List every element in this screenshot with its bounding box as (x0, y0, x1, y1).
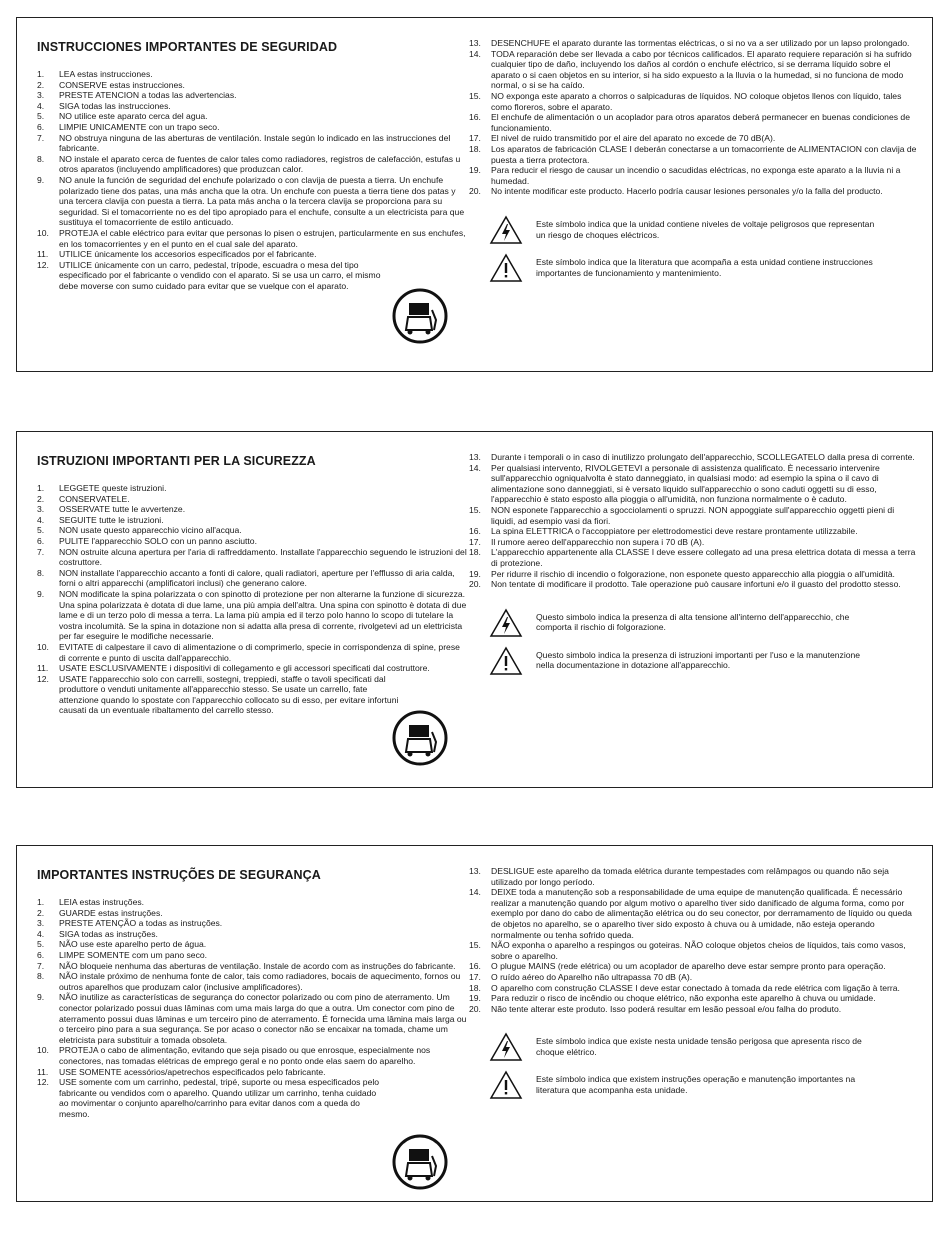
list-item: 13. DESLIGUE este aparelho da tomada elétrica durante tempestades com relâmpagos ou quando não seja utilizado por longo período. (469, 866, 889, 887)
list-item: 17. Il rumore aereo dell'apparecchio non supera i 70 dB (A). (469, 536, 705, 547)
list-item: 19. Para reducir el riesgo de causar un incendio o sacudidas eléctricas, no exponga este aparato a la lluvia ni a humedad. (469, 165, 901, 186)
cart-tipover-warning-icon (392, 1134, 448, 1190)
left-column (37, 846, 467, 1119)
list-item: 12. USATE l'apparecchio solo con carrelli, sostegni, treppiedi, staffe o tavoli specificati dal produttore o venduti unitamente all'apparecchio stesso. Se usate un carrello, fate attenzione quando lo spostate con l'apparecchio collocato su di esso, per evitare infortuni causati da un eventuale ribaltamento del carrello stesso. (37, 673, 399, 716)
list-item: 5. NON usate questo apparecchio vicino all'acqua. (37, 525, 242, 536)
list-item: 16. O plugue MAINS (rede elétrica) ou um acoplador de aparelho deve estar sempre pronto para operação. (469, 961, 886, 972)
list-item: 1. LEA estas instrucciones. (37, 69, 153, 79)
voltage-warning (469, 610, 919, 642)
list-item: 3. PRESTE ATENÇÃO a todas as instruções. (37, 918, 223, 929)
list-item: 20. No intente modificar este producto. Hacerlo podría causar lesiones personales y/o la falla del producto. (469, 186, 883, 197)
list-item: 19. Per ridurre il rischio di incendio o folgorazione, non esponete questo apparecchio alla pioggia o all'umidità. (469, 568, 895, 579)
list-item: 6. LIMPIE UNICAMENTE con un trapo seco. (37, 121, 220, 132)
list-item: 15. NÃO exponha o aparelho a respingos ou goteiras. NÃO coloque objetos cheios de líquidos, tais como vasos, sobre o aparelho. (469, 940, 906, 961)
list-item: 19. Para reduzir o risco de incêndio ou choque elétrico, não exponha este aparelho à chuva ou umidade. (469, 993, 876, 1004)
list-item: 10. PROTEJA o cabo de alimentação, evitando que seja pisado ou que enrosque, especialmente nos conectores, nas tomadas elétricas de emprego geral e no ponto onde elas saem do aparelho. (37, 1045, 431, 1066)
list-item: 2. CONSERVE estas instrucciones. (37, 79, 185, 90)
instruction-list (37, 897, 467, 1119)
list-item: 17. O ruído aéreo do Aparelho não ultrapassa 70 dB (A). (469, 971, 693, 982)
info-warning (469, 255, 919, 287)
list-item: 7. NO obstruya ninguna de las aberturas de ventilación. Instale según lo indicado en las instrucciones del fabricante. (37, 132, 451, 154)
list-item: 4. SIGA todas las instrucciones. (37, 100, 171, 111)
instruction-list (37, 69, 467, 291)
exclamation-warning-icon (489, 646, 523, 676)
list-item: 14. DEIXE toda a manutenção sob a responsabilidade de uma equipe de manutenção qualificada. É necessário realizar a manutenção quando por algum motivo o aparelho tiver sido danificado de alguma forma, como por exemplo por dano do cabo de alimentação elétrica ou do seu conector, por derramamento de líquido ou queda de objetos no aparelho, se o aparelho tiver sido exposto à chuva ou à umidade, não esteja operando normalmente ou tenha sofrido queda. (469, 887, 912, 940)
list-item: 11. UTILICE únicamente los accesorios especificados por el fabricante. (37, 249, 317, 260)
warning-text: Este símbolo indica que la literatura que acompaña a esta unidad contiene instrucciones importantes de funcionamiento y mantenimiento. (536, 256, 873, 278)
warning-text: Questo simbolo indica la presenza di istruzioni importanti per l'uso e la manutenzione nella documentazione in dotazione all'apparecchio. (536, 649, 861, 671)
list-item: 13. Durante i temporali o in caso di inutilizzo prolungato dell'apparecchio, SCOLLEGATELO dalla presa di corrente. (469, 452, 915, 462)
info-warning (469, 1072, 919, 1104)
left-column (37, 18, 467, 291)
list-item: 11. USE SOMENTE acessórios/apetrechos especificados pelo fabricante. (37, 1066, 326, 1077)
list-item: 5. NÃO use este aparelho perto de água. (37, 939, 207, 950)
list-item: 17. El nivel de ruido transmitido por el aire del aparato no excede de 70 dB(A). (469, 133, 776, 144)
panel-title: INSTRUCCIONES IMPORTANTES DE SEGURIDAD (37, 40, 338, 54)
panel-title: IMPORTANTES INSTRUÇÕES DE SEGURANÇA (37, 868, 321, 882)
list-item: 2. GUARDE estas instruções. (37, 907, 163, 918)
list-item: 18. L'apparecchio appartenente alla CLASSE I deve essere collegato ad una presa elettrica dotata di messa a terra di protezione. (469, 547, 916, 568)
list-item: 8. NÃO instale próximo de nenhuma fonte de calor, tais como radiadores, bocais de aquecimento, fornos ou outros aparelhos que produzam calor (inclusive amplificadores). (37, 971, 461, 992)
list-item: 20. Non tentate di modificare il prodotto. Tale operazione può causare infortuni e/o il guasto del prodotto stesso. (469, 579, 901, 590)
safety-panel-italian (16, 431, 933, 788)
list-item: 7. NÃO bloqueie nenhuma das aberturas de ventilação. Instale de acordo com as instruções do fabricante. (37, 960, 456, 971)
list-item: 9. NÃO inutilize as características de segurança do conector polarizado ou com pino de aterramento. Um conector polarizado possui duas lâminas com uma mais larga do que a outra. Um conector com pino de aterramento possui duas lâminas e um terceiro pino de aterramento. É fornecida uma lâmina mais larga ou o terceiro pino para a sua segurança. Se por acaso o conector não se encaixar na tomada, chame um eletricista para substituir a tomada obsoleta. (37, 992, 467, 1045)
list-item: 2. CONSERVATELE. (37, 493, 130, 504)
list-item: 15. NO exponga este aparato a chorros o salpicaduras de líquidos. NO coloque objetos llenos con líquido, tales como floreros, sobre el aparato. (469, 90, 902, 112)
right-column (469, 846, 919, 1104)
instruction-list (469, 866, 919, 1014)
list-item: 15. NON esponete l'apparecchio a sgocciolamenti o spruzzi. NON appoggiate sull'apparecchio oggetti pieni di liquidi, ad esempio vasi da fiori. (469, 504, 895, 526)
list-item: 1. LEIA estas instruções. (37, 897, 145, 907)
left-column (37, 432, 467, 716)
lightning-warning-icon (489, 608, 523, 638)
list-item: 9. NO anule la función de seguridad del enchufe polarizado o con clavija de puesta a tierra. Un enchufe polarizado tiene dos patas, una más ancha que la otra. Un enchufe con puesta a tierra tiene dos patas y una tercera clavija con puesta a tierra. La pata más ancha o la tercera clavija se proporciona para su seguridad. Si el tomacorriente no es del tipo apropiado para el enchufe, consulte a un electricista para que sustituya el tomacorriente de estilo anticuado. (37, 174, 465, 228)
list-item: 1. LEGGETE queste istruzioni. (37, 483, 167, 493)
lightning-warning-icon (489, 215, 523, 245)
list-item: 12. UTILICE únicamente con un carro, pedestal, trípode, escuadra o mesa del tipo especificado por el fabricante o vendido con el aparato. Si se usa un carro, el mismo debe moverse con sumo cuidado para evitar que se vuelque con el aparato. (37, 259, 381, 291)
warning-text: Questo simbolo indica la presenza di alta tensione all'interno dell'apparecchio, che comporta il rischio di folgorazione. (536, 611, 850, 633)
safety-panel-portuguese (16, 845, 933, 1202)
instruction-list (469, 38, 919, 197)
list-item: 4. SEGUITE tutte le istruzioni. (37, 514, 164, 525)
right-column (469, 18, 919, 287)
list-item: 18. Los aparatos de fabricación CLASE I deberán conectarse a un tomacorriente de ALIMENTACION con clavija de puesta a tierra protectora. (469, 143, 917, 165)
instruction-list (37, 483, 467, 716)
list-item: 20. Não tente alterar este produto. Isso poderá resultar em lesão pessoal e/ou falha do produto. (469, 1003, 842, 1014)
exclamation-warning-icon (489, 1070, 523, 1100)
exclamation-warning-icon (489, 253, 523, 283)
list-item: 16. El enchufe de alimentación o un acoplador para otros aparatos deberá permanecer en buenas condiciones de funcionamiento. (469, 112, 910, 133)
list-item: 14. Per qualsiasi intervento, RIVOLGETEVI a personale di assistenza qualificato. È necessario intervenire sull'apparecchio ogniqualvolta è stato danneggiato, in qualsiasi modo: ad esempio la spina o il cavo di alimentazione sono danneggiati, si è versato liquido sull'apparecchio o sono caduti oggetti su di esso, l'apparecchio è stato esposto alla pioggia o all'umidità, non funziona normalmente o è caduto. (469, 462, 880, 505)
list-item: 10. EVITATE di calpestare il cavo di alimentazione o di comprimerlo, specie in corrispondenza di spine, prese di corrente e punto di uscita dall'apparecchio. (37, 641, 460, 663)
voltage-warning (469, 217, 919, 249)
list-item: 6. LIMPE SOMENTE com um pano seco. (37, 949, 208, 960)
list-item: 6. PULITE l'apparecchio SOLO con un panno asciutto. (37, 535, 257, 546)
lightning-warning-icon (489, 1032, 523, 1062)
list-item: 4. SIGA todas as instruções. (37, 928, 158, 939)
list-item: 7. NON ostruite alcuna apertura per l'aria di raffreddamento. Installate l'apparecchio seguendo le istruzioni del costruttore. (37, 546, 467, 568)
list-item: 11. USATE ESCLUSIVAMENTE i dispositivi di collegamento e gli accessori specificati dal costruttore. (37, 663, 430, 674)
panel-title: ISTRUZIONI IMPORTANTI PER LA SICUREZZA (37, 454, 316, 468)
cart-tipover-warning-icon (392, 710, 448, 766)
list-item: 8. NO instale el aparato cerca de fuentes de calor tales como radiadores, registros de calefacción, estufas u otros aparatos (incluyendo amplificadores) que produzcan calor. (37, 153, 461, 175)
list-item: 18. O aparelho com construção CLASSE I deve estar conectado à tomada da rede elétrica com ligação à terra. (469, 982, 900, 993)
warning-text: Este símbolo indica que existe nesta unidade tensão perigosa que apresenta risco de choque elétrico. (536, 1036, 862, 1057)
warning-text: Este símbolo indica que existem instruções operação e manutenção importantes na literatura que acompanha esta unidade. (536, 1074, 856, 1095)
list-item: 12. USE somente com um carrinho, pedestal, tripé, suporte ou mesa especificados pelo fabricante ou vendidos com o aparelho. Quando utilizar um carrinho, tenha cuidado ao movimentar o conjunto aparelho/carrinho para evitar danos com a queda do mesmo. (37, 1077, 380, 1119)
cart-tipover-warning-icon (392, 288, 448, 344)
list-item: 13. DESENCHUFE el aparato durante las tormentas eléctricas, o si no va a ser utilizado por un lapso prolongado. (469, 38, 910, 48)
list-item: 16. La spina ELETTRICA o l'accoppiatore per elettrodomestici deve restare prontamente utilizzabile. (469, 526, 858, 537)
warning-text: Este símbolo indica que la unidad contiene niveles de voltaje peligrosos que representan un riesgo de choques eléctricos. (536, 218, 875, 240)
list-item: 8. NON installate l'apparecchio accanto a fonti di calore, quali radiatori, aperture per l'efflusso di aria calda, forni o altri apparecchi (amplificatori inclusi) che generano calore. (37, 567, 455, 589)
list-item: 3. OSSERVATE tutte le avvertenze. (37, 504, 186, 515)
voltage-warning (469, 1034, 919, 1066)
instruction-list (469, 452, 919, 590)
list-item: 3. PRESTE ATENCION a todas las advertencias. (37, 90, 237, 101)
list-item: 14. TODA reparación debe ser llevada a cabo por técnicos calificados. El aparato requiere reparación si ha sufrido cualquier tipo de daño, incluyendo los daños al cordón o enchufe eléctrico, si se derrama líquido sobre el aparato o si caen objetos en su interior, si ha sido expuesto a la lluvia o la humedad, si no funciona de modo normal, o si se ha caído. (469, 48, 912, 91)
list-item: 5. NO utilice este aparato cerca del agua. (37, 111, 208, 122)
right-column (469, 432, 919, 680)
safety-panel-spanish (16, 17, 933, 372)
list-item: 9. NON modificate la spina polarizzata o con spinotto di protezione per non alterarne la funzione di sicurezza. Una spina polarizzata è dotata di due lame, una più ampia dell'altra. Una spina con spinotto è dotata di due lame e di un terzo polo di messa a terra. La lama più ampia ed il terzo polo hanno lo scopo di tutelare la vostra incolumità. Se la spina in dotazione non si adatta alla presa di corrente, rivolgetevi ad un elettricista per far eseguire le modifiche necessarie. (37, 588, 467, 642)
list-item: 10. PROTEJA el cable eléctrico para evitar que personas lo pisen o estrujen, particularmente en sus enchufes, en los tomacorrientes y en el punto en el cual sale del aparato. (37, 227, 466, 249)
info-warning (469, 648, 919, 680)
